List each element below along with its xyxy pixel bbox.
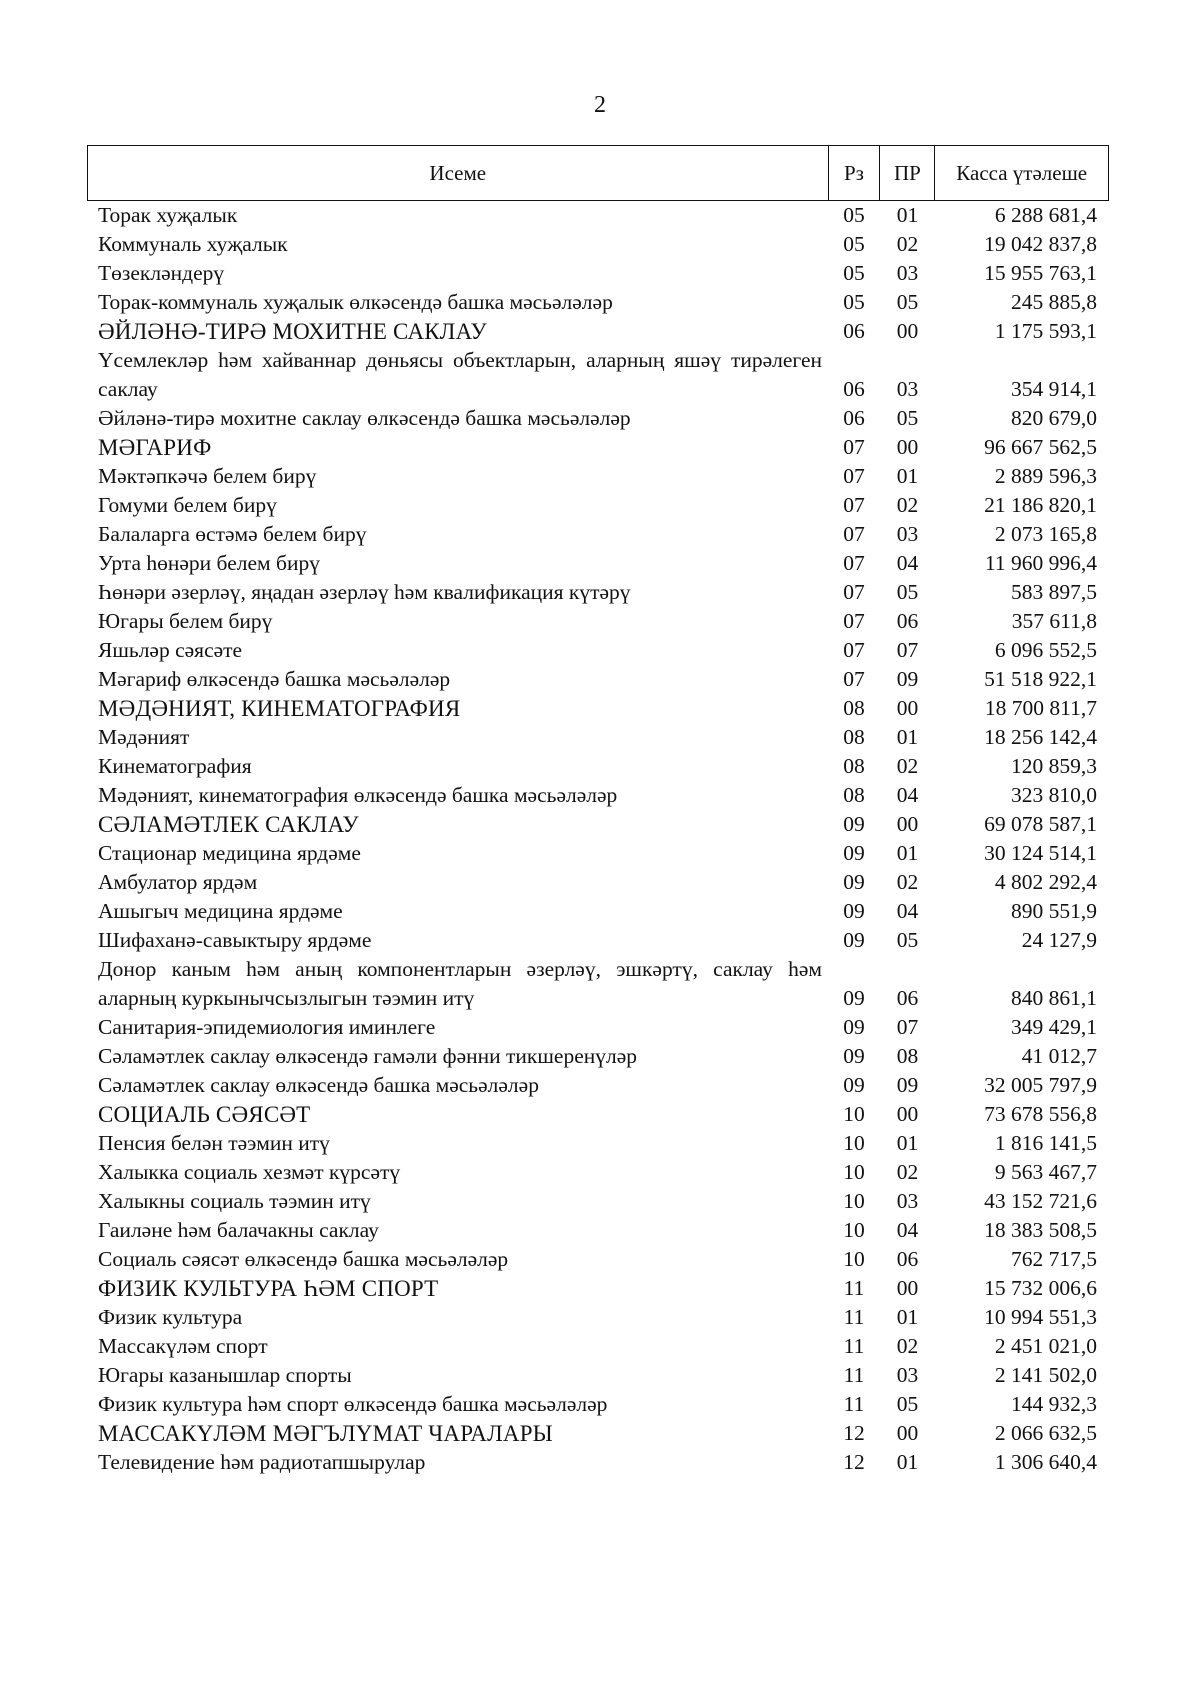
row-name: Әйләнә-тирә мохитне саклау өлкәсендә башка мәсьәләләр	[98, 406, 631, 430]
section-row	[87, 317, 1109, 346]
row-sum: 245 885,8	[1011, 290, 1097, 314]
row-pr: 04	[896, 1218, 919, 1242]
row-sum: 2 073 165,8	[994, 522, 1097, 546]
table-row	[87, 1071, 1109, 1100]
row-pr: 04	[896, 783, 919, 807]
row-rz: 11	[843, 1276, 865, 1300]
row-name: Торак-коммуналь хуҗалык өлкәсендә башка мәсьәләләр	[98, 290, 613, 314]
table-row	[87, 1361, 1109, 1390]
row-sum: 349 429,1	[1011, 1015, 1097, 1039]
row-pr: 00	[896, 1102, 919, 1126]
row-rz: 12	[843, 1450, 865, 1474]
row-sum: 18 256 142,4	[984, 725, 1097, 749]
row-name: Урта һөнәри белем бирү	[98, 551, 320, 575]
table-row	[87, 1303, 1109, 1332]
row-sum: 51 518 922,1	[984, 667, 1097, 691]
row-name: Гомуми белем бирү	[98, 493, 277, 517]
row-name: Донор каным һәм аның компонентларын әзерләү, эшкәртү, саклау һәм аларның куркынычсызлыгын тәэмин итү	[98, 957, 822, 1010]
row-pr: 03	[896, 522, 919, 546]
row-name: Физик культура	[98, 1305, 243, 1329]
row-sum: 144 932,3	[1011, 1392, 1097, 1416]
table-row	[87, 259, 1109, 288]
row-name: Стационар медицина ярдәме	[98, 841, 361, 865]
row-pr: 03	[896, 261, 919, 285]
row-name: Мәдәният, кинематография өлкәсендә башка мәсьәләләр	[98, 783, 618, 807]
table-row	[87, 1216, 1109, 1245]
table-row	[87, 1129, 1109, 1158]
table-row	[87, 1448, 1109, 1477]
table-row	[87, 1245, 1109, 1274]
row-rz: 08	[843, 725, 865, 749]
row-sum: 2 889 596,3	[994, 464, 1097, 488]
row-sum: 11 960 996,4	[984, 551, 1097, 575]
row-pr: 06	[896, 986, 919, 1010]
row-pr: 02	[896, 870, 919, 894]
row-name: МӘГАРИФ	[98, 435, 212, 460]
row-rz: 05	[843, 232, 865, 256]
table-row	[87, 1332, 1109, 1361]
table-row	[87, 1042, 1109, 1071]
section-row	[87, 810, 1109, 839]
table-header	[87, 145, 1109, 201]
row-sum: 69 078 587,1	[984, 812, 1097, 836]
table-row	[87, 955, 1109, 1013]
row-sum: 1 306 640,4	[994, 1450, 1097, 1474]
row-sum: 120 859,3	[1011, 754, 1097, 778]
row-pr: 01	[896, 1131, 919, 1155]
row-rz: 07	[843, 493, 865, 517]
row-sum: 18 383 508,5	[984, 1218, 1097, 1242]
row-rz: 10	[843, 1160, 865, 1184]
row-pr: 05	[896, 290, 919, 314]
row-name: Яшьләр сәясәте	[98, 638, 243, 662]
row-rz: 12	[843, 1421, 865, 1445]
row-pr: 04	[896, 551, 919, 575]
row-rz: 10	[843, 1131, 865, 1155]
row-rz: 09	[843, 928, 865, 952]
row-sum: 19 042 837,8	[984, 232, 1097, 256]
row-sum: 18 700 811,7	[984, 696, 1097, 720]
row-sum: 354 914,1	[1011, 377, 1097, 401]
table-row	[87, 839, 1109, 868]
table-row	[87, 230, 1109, 259]
row-pr: 02	[896, 754, 919, 778]
row-name: Балаларга өстәмә белем бирү	[98, 522, 367, 546]
row-pr: 07	[896, 1015, 919, 1039]
row-rz: 07	[843, 667, 865, 691]
row-pr: 06	[896, 609, 919, 633]
row-sum: 2 451 021,0	[994, 1334, 1097, 1358]
row-pr: 07	[896, 638, 919, 662]
row-pr: 03	[896, 1189, 919, 1213]
row-rz: 09	[843, 1044, 865, 1068]
table-row	[87, 868, 1109, 897]
row-rz: 07	[843, 609, 865, 633]
table-row	[87, 346, 1109, 404]
row-pr: 05	[896, 406, 919, 430]
row-name: МӘДӘНИЯТ, КИНЕМАТОГРАФИЯ	[98, 696, 461, 721]
header-name: Исеме	[429, 160, 487, 185]
section-row	[87, 1274, 1109, 1303]
row-name: Телевидение һәм радиотапшырулар	[98, 1450, 426, 1474]
row-name: Мәктәпкәчә белем бирү	[98, 464, 317, 488]
table-row	[87, 1187, 1109, 1216]
row-rz: 06	[843, 319, 865, 343]
row-rz: 11	[843, 1305, 865, 1329]
row-pr: 00	[896, 319, 919, 343]
row-rz: 07	[843, 580, 865, 604]
table-row	[87, 723, 1109, 752]
row-pr: 03	[896, 1363, 919, 1387]
row-pr: 09	[896, 667, 919, 691]
row-name: Халыкны социаль тәэмин итү	[98, 1189, 371, 1213]
row-rz: 07	[843, 435, 865, 459]
row-pr: 00	[896, 812, 919, 836]
row-name: Амбулатор ярдәм	[98, 870, 258, 894]
row-pr: 01	[896, 1305, 919, 1329]
row-name: Төзекләндерү	[98, 261, 225, 285]
row-sum: 32 005 797,9	[984, 1073, 1097, 1097]
row-sum: 24 127,9	[1021, 928, 1097, 952]
table-row	[87, 926, 1109, 955]
row-pr: 00	[896, 435, 919, 459]
row-sum: 840 861,1	[1011, 986, 1097, 1010]
row-sum: 10 994 551,3	[984, 1305, 1097, 1329]
row-rz: 05	[843, 290, 865, 314]
row-sum: 4 802 292,4	[994, 870, 1097, 894]
row-rz: 07	[843, 638, 865, 662]
row-name: Мәдәният	[98, 725, 190, 749]
row-name: Югары белем бирү	[98, 609, 273, 633]
row-rz: 09	[843, 841, 865, 865]
row-pr: 02	[896, 1160, 919, 1184]
row-pr: 06	[896, 1247, 919, 1271]
row-rz: 10	[843, 1247, 865, 1271]
row-rz: 09	[843, 1073, 865, 1097]
row-rz: 10	[843, 1218, 865, 1242]
row-pr: 01	[896, 725, 919, 749]
row-pr: 00	[896, 1421, 919, 1445]
row-pr: 00	[896, 1276, 919, 1300]
row-name: Халыкка социаль хезмәт күрсәтү	[98, 1160, 401, 1184]
row-rz: 11	[843, 1334, 865, 1358]
row-sum: 6 096 552,5	[994, 638, 1097, 662]
row-sum: 41 012,7	[1021, 1044, 1097, 1068]
row-rz: 05	[843, 203, 865, 227]
row-rz: 10	[843, 1102, 865, 1126]
row-name: Гаиләне һәм балачакны саклау	[98, 1218, 379, 1242]
row-name: Үсемлекләр һәм хайваннар дөньясы объектларын, аларның яшәү тирәлеген саклау	[98, 348, 822, 401]
row-pr: 02	[896, 232, 919, 256]
table-row	[87, 1390, 1109, 1419]
header-rz: Рз	[828, 146, 880, 200]
row-pr: 01	[896, 203, 919, 227]
row-pr: 00	[896, 696, 919, 720]
row-name: Социаль сәясәт өлкәсендә башка мәсьәләләр	[98, 1247, 509, 1271]
table-body	[87, 201, 1109, 1477]
row-sum: 21 186 820,1	[984, 493, 1097, 517]
row-name: Санитария-эпидемиология иминлеге	[98, 1015, 436, 1039]
row-sum: 96 667 562,5	[984, 435, 1097, 459]
row-sum: 820 679,0	[1011, 406, 1097, 430]
table-row	[87, 404, 1109, 433]
table-row	[87, 665, 1109, 694]
row-name: Сәламәтлек саклау өлкәсендә гамәли фәнни тикшеренүләр	[98, 1044, 638, 1068]
row-pr: 08	[896, 1044, 919, 1068]
row-sum: 1 175 593,1	[994, 319, 1097, 343]
row-rz: 07	[843, 464, 865, 488]
row-sum: 43 152 721,6	[984, 1189, 1097, 1213]
budget-table	[87, 145, 1109, 1477]
header-sum: Касса үтәлеше	[934, 146, 1108, 200]
row-pr: 05	[896, 928, 919, 952]
table-row	[87, 781, 1109, 810]
row-pr: 01	[896, 1450, 919, 1474]
row-rz: 06	[843, 377, 865, 401]
table-row	[87, 491, 1109, 520]
row-name: Шифаханә-савыктыру ярдәме	[98, 928, 372, 952]
row-name: Кинематография	[98, 754, 252, 778]
row-rz: 07	[843, 522, 865, 546]
row-pr: 01	[896, 464, 919, 488]
table-row	[87, 201, 1109, 230]
row-rz: 06	[843, 406, 865, 430]
row-name: ФИЗИК КУЛЬТУРА ҺӘМ СПОРТ	[98, 1276, 439, 1301]
row-name: Пенсия белән тәэмин итү	[98, 1131, 330, 1155]
row-name: Коммуналь хуҗалык	[98, 232, 288, 256]
row-rz: 09	[843, 812, 865, 836]
row-sum: 73 678 556,8	[984, 1102, 1097, 1126]
row-pr: 05	[896, 580, 919, 604]
row-rz: 09	[843, 899, 865, 923]
row-pr: 02	[896, 493, 919, 517]
row-rz: 09	[843, 1015, 865, 1039]
row-sum: 30 124 514,1	[984, 841, 1097, 865]
row-name: СОЦИАЛЬ СӘЯСӘТ	[98, 1102, 311, 1127]
row-sum: 15 955 763,1	[984, 261, 1097, 285]
section-row	[87, 1100, 1109, 1129]
row-pr: 01	[896, 841, 919, 865]
row-rz: 08	[843, 754, 865, 778]
table-row	[87, 462, 1109, 491]
row-name: Физик культура һәм спорт өлкәсендә башка мәсьәләләр	[98, 1392, 608, 1416]
row-rz: 10	[843, 1189, 865, 1213]
row-rz: 11	[843, 1392, 865, 1416]
section-row	[87, 1419, 1109, 1448]
row-name: Һөнәри әзерләү, яңадан әзерләү һәм квалификация күтәрү	[98, 580, 631, 604]
row-sum: 9 563 467,7	[994, 1160, 1097, 1184]
row-sum: 6 288 681,4	[994, 203, 1097, 227]
table-row	[87, 752, 1109, 781]
page-number: 2	[594, 92, 606, 118]
row-name: Торак хуҗалык	[98, 203, 238, 227]
row-rz: 08	[843, 783, 865, 807]
table-row	[87, 520, 1109, 549]
row-rz: 07	[843, 551, 865, 575]
row-sum: 890 551,9	[1011, 899, 1097, 923]
row-name: ӘЙЛӘНӘ-ТИРӘ МОХИТНЕ САКЛАУ	[98, 319, 487, 344]
row-name: Мәгариф өлкәсендә башка мәсьәләләр	[98, 667, 451, 691]
row-sum: 323 810,0	[1011, 783, 1097, 807]
table-row	[87, 578, 1109, 607]
row-pr: 03	[896, 377, 919, 401]
row-rz: 09	[843, 986, 865, 1010]
row-pr: 04	[896, 899, 919, 923]
row-name: Массакүләм спорт	[98, 1334, 268, 1358]
header-pr: ПР	[879, 146, 934, 200]
row-name: Ашыгыч медицина ярдәме	[98, 899, 343, 923]
table-row	[87, 607, 1109, 636]
row-pr: 05	[896, 1392, 919, 1416]
row-sum: 357 611,8	[1011, 609, 1097, 633]
row-sum: 762 717,5	[1011, 1247, 1097, 1271]
table-row	[87, 549, 1109, 578]
row-name: СӘЛАМӘТЛЕК САКЛАУ	[98, 812, 359, 837]
row-sum: 2 066 632,5	[994, 1421, 1097, 1445]
row-name: Сәламәтлек саклау өлкәсендә башка мәсьәләләр	[98, 1073, 539, 1097]
row-name: МАССАКҮЛӘМ МӘГЪЛҮМАТ ЧАРАЛАРЫ	[98, 1421, 553, 1446]
row-rz: 11	[843, 1363, 865, 1387]
table-row	[87, 897, 1109, 926]
table-row	[87, 636, 1109, 665]
row-pr: 02	[896, 1334, 919, 1358]
row-sum: 15 732 006,6	[984, 1276, 1097, 1300]
table-row	[87, 1013, 1109, 1042]
row-sum: 2 141 502,0	[994, 1363, 1097, 1387]
row-name: Югары казанышлар спорты	[98, 1363, 352, 1387]
row-rz: 09	[843, 870, 865, 894]
row-sum: 1 816 141,5	[994, 1131, 1097, 1155]
row-rz: 05	[843, 261, 865, 285]
row-rz: 08	[843, 696, 865, 720]
section-row	[87, 694, 1109, 723]
row-sum: 583 897,5	[1011, 580, 1097, 604]
section-row	[87, 433, 1109, 462]
table-row	[87, 288, 1109, 317]
row-pr: 09	[896, 1073, 919, 1097]
table-row	[87, 1158, 1109, 1187]
